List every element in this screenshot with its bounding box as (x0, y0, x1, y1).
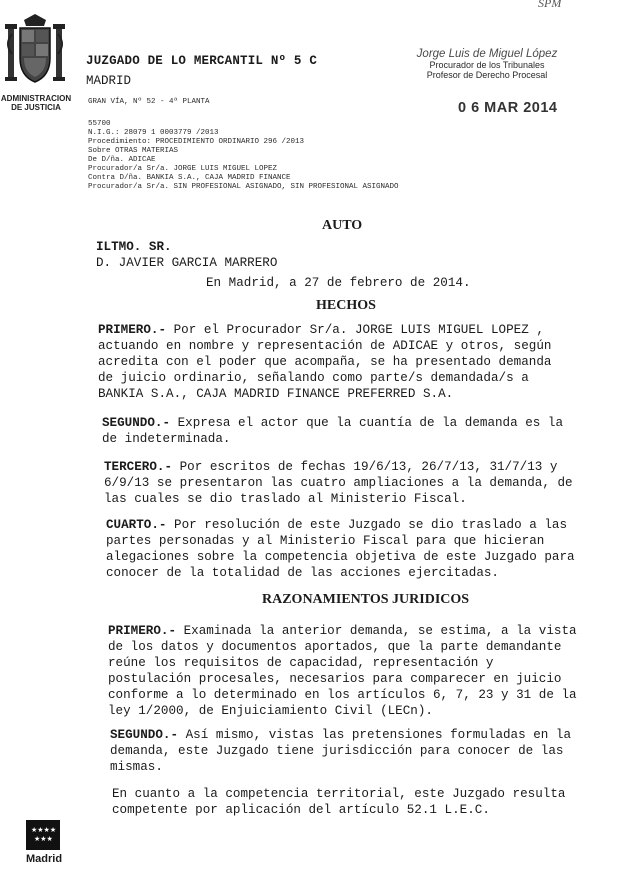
nig-number: N.I.G.: 28079 1 0003779 /2013 (88, 129, 219, 137)
madrid-logo-label: Madrid (26, 853, 63, 865)
paragraph-lead: SEGUNDO.- (102, 416, 171, 430)
postal-code: 55700 (88, 120, 111, 128)
paragraph-line: conocer de la totalidad de las acciones ejercitadas. (106, 566, 499, 580)
paragraph-line: PRIMERO.- Por el Procurador Sr/a. JORGE LUIS MIGUEL LOPEZ , (98, 323, 544, 337)
subject-line: Sobre OTRAS MATERIAS (88, 147, 179, 155)
crest-caption-line: ADMINISTRACION (0, 94, 72, 103)
paragraph-line: postulación procesales, necesarios para comparecer en juicio (108, 672, 562, 686)
court-city: MADRID (86, 74, 132, 88)
stamp-date: 0 6 MAR 2014 (458, 100, 558, 116)
paragraph-line: competente por aplicación del artículo 52.1 L.E.C. (112, 803, 490, 817)
corner-annotation: SPM (538, 0, 562, 10)
paragraph-lead: CUARTO.- (106, 518, 167, 532)
hechos-heading: HECHOS (316, 298, 376, 313)
paragraph-line: BANKIA S.A., CAJA MADRID FINANCE PREFERRED S.A. (98, 387, 454, 401)
paragraph-line: actuando en nombre y representación de ADICAE y otros, según (98, 339, 552, 353)
paragraph-line: SEGUNDO.- Así mismo, vistas las pretensiones formuladas en la (110, 728, 572, 742)
defendant-line: Contra D/ña. BANKIA S.A., CAJA MADRID FINANCE (88, 174, 291, 182)
paragraph-line: conforme a lo determinado en los artículos 6, 7, 23 y 31 de la (108, 688, 577, 702)
paragraph-lead: PRIMERO.- (108, 624, 177, 638)
judge-name: D. JAVIER GARCIA MARRERO (96, 256, 278, 270)
paragraph-lead: SEGUNDO.- (110, 728, 179, 742)
claimant-line: De D/ña. ADICAE (88, 156, 156, 164)
procurador-stamp (402, 48, 572, 80)
paragraph-line: alegaciones sobre la competencia objetiva de este Juzgado para (106, 550, 575, 564)
paragraph-line: partes personadas y al Ministerio Fiscal para que hicieran (106, 534, 545, 548)
procurador-line: Procurador/a Sr/a. JORGE LUIS MIGUEL LOPEZ (88, 165, 278, 173)
ilmo-line: ILTMO. SR. (96, 240, 172, 254)
svg-text:★★★: ★★★ (34, 835, 53, 843)
paragraph-lead: PRIMERO.- (98, 323, 167, 337)
stamp-title: Profesor de Derecho Procesal (426, 70, 548, 80)
place-date: En Madrid, a 27 de febrero de 2014. (206, 276, 471, 290)
paragraph-line: reúne los requisitos de capacidad, representación y (108, 656, 494, 670)
paragraph-line: CUARTO.- Por resolución de este Juzgado se dio traslado a las (106, 518, 568, 532)
paragraph-line: SEGUNDO.- Expresa el actor que la cuantía de la demanda es la (102, 416, 564, 430)
paragraph-line: de juicio ordinario, señalando como parte/s demandada/s a (98, 371, 529, 385)
svg-text:★★★★: ★★★★ (31, 826, 57, 834)
spanish-coat-of-arms-icon (2, 14, 68, 90)
paragraph-line: de indeterminada. (102, 432, 231, 446)
court-address: GRAN VÍA, Nº 52 - 4ª PLANTA (88, 98, 210, 106)
court-name: JUZGADO DE LO MERCANTIL Nº 5 C (86, 54, 318, 68)
paragraph-line: mismas. (110, 760, 163, 774)
paragraph-lead: TERCERO.- (104, 460, 173, 474)
paragraph-line: acredita con el poder que acompaña, se ha presentado demanda (98, 355, 552, 369)
crest-caption (0, 94, 72, 112)
document-title: AUTO (322, 218, 363, 233)
paragraph-line: 6/9/13 se presentaron las cuatro ampliaciones a la demanda, de (104, 476, 573, 490)
comunidad-madrid-logo-icon (26, 820, 60, 850)
paragraph-line: de los datos y documentos aportados, que la parte demandante (108, 640, 562, 654)
crest-caption-line: DE JUSTICIA (11, 103, 61, 112)
stamp-title: Procurador de los Tribunales (429, 60, 545, 70)
paragraph-line: ley 1/2000, de Enjuiciamiento Civil (LECn). (108, 704, 433, 718)
paragraph-line: demanda, este Juzgado tiene jurisdicción para conocer de las (110, 744, 564, 758)
paragraph-line: TERCERO.- Por escritos de fechas 19/6/13, 26/7/13, 31/7/13 y (104, 460, 558, 474)
stamp-name: Jorge Luis de Miguel López (416, 48, 558, 60)
paragraph-line: PRIMERO.- Examinada la anterior demanda, se estima, a la vista (108, 624, 577, 638)
paragraph-line: las cuales se dio traslado al Ministerio Fiscal. (104, 492, 467, 506)
paragraph-line: En cuanto a la competencia territorial, este Juzgado resulta (112, 787, 566, 801)
procedure-line: Procedimiento: PROCEDIMIENTO ORDINARIO 296 /2013 (88, 138, 305, 146)
razonamientos-heading: RAZONAMIENTOS JURIDICOS (262, 592, 470, 607)
procurador-defendant-line: Procurador/a Sr/a. SIN PROFESIONAL ASIGNADO, SIN PROFESIONAL ASIGNADO (88, 183, 399, 191)
